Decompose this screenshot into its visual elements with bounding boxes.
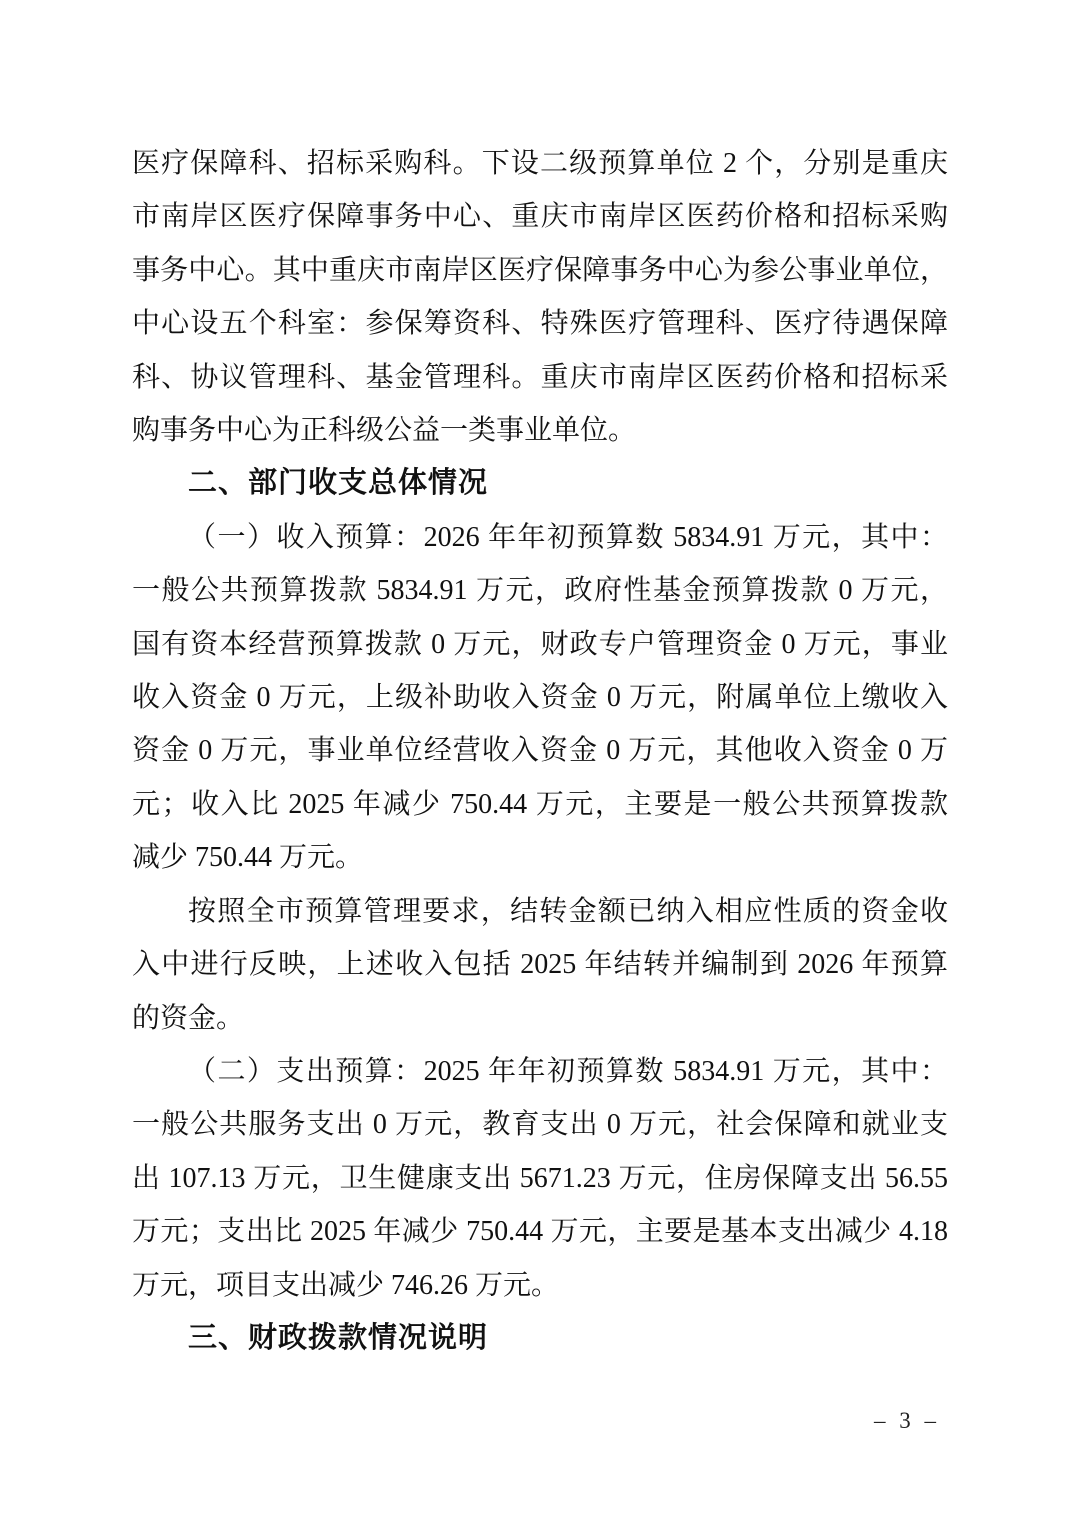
document-body (132, 137, 948, 1365)
text-line: 中心设五个科室：参保筹资科、特殊医疗管理科、医疗待遇保障 (132, 308, 948, 340)
text-line: 购事务中心为正科级公益一类事业单位。 (132, 415, 637, 447)
text-line: 万元，项目支出减少 746.26 万元。 (132, 1269, 560, 1301)
text-line: 资金 0 万元，事业单位经营收入资金 0 万元，其他收入资金 0 万 (132, 735, 948, 767)
text-line: 医疗保障科、招标采购科。下设二级预算单位 2 个，分别是重庆 (132, 148, 948, 179)
text-line: 出 107.13 万元，卫生健康支出 5671.23 万元，住房保障支出 56.55 (132, 1162, 948, 1194)
text-line: 减少 750.44 万元。 (132, 842, 364, 874)
text-line: 的资金。 (132, 1002, 245, 1034)
text-line: 收入资金 0 万元，上级补助收入资金 0 万元，附属单位上缴收入 (132, 682, 948, 714)
text-line: 万元；支出比 2025 年减少 750.44 万元，主要是基本支出减少 4.18 (132, 1216, 948, 1248)
text-line: 入中进行反映，上述收入包括 2025 年结转并编制到 2026 年预算 (132, 949, 948, 981)
text-line: 科、协议管理科、基金管理科。重庆市南岸区医药价格和招标采 (132, 361, 948, 393)
text-line: 事务中心。其中重庆市南岸区医疗保障事务中心为参公事业单位， (132, 254, 948, 286)
page-number: – 3 – (874, 1408, 939, 1433)
text-line: 一般公共预算拨款 5834.91 万元，政府性基金预算拨款 0 万元， (132, 575, 948, 607)
text-line: 国有资本经营预算拨款 0 万元，财政专户管理资金 0 万元，事业 (132, 628, 948, 660)
section-heading-3: 三、财政拨款情况说明 (188, 1321, 489, 1354)
text-line: 元；收入比 2025 年减少 750.44 万元，主要是一般公共预算拨款 (132, 788, 948, 820)
text-line: （一）收入预算：2026 年年初预算数 5834.91 万元，其中： (188, 521, 948, 553)
text-line: 按照全市预算管理要求，结转金额已纳入相应性质的资金收 (188, 895, 948, 927)
text-line: （二）支出预算：2025 年年初预算数 5834.91 万元，其中： (188, 1055, 948, 1087)
section-heading-2: 二、部门收支总体情况 (188, 467, 489, 500)
text-line: 市南岸区医疗保障事务中心、重庆市南岸区医药价格和招标采购 (132, 201, 948, 233)
text-line: 一般公共服务支出 0 万元，教育支出 0 万元，社会保障和就业支 (132, 1109, 948, 1141)
